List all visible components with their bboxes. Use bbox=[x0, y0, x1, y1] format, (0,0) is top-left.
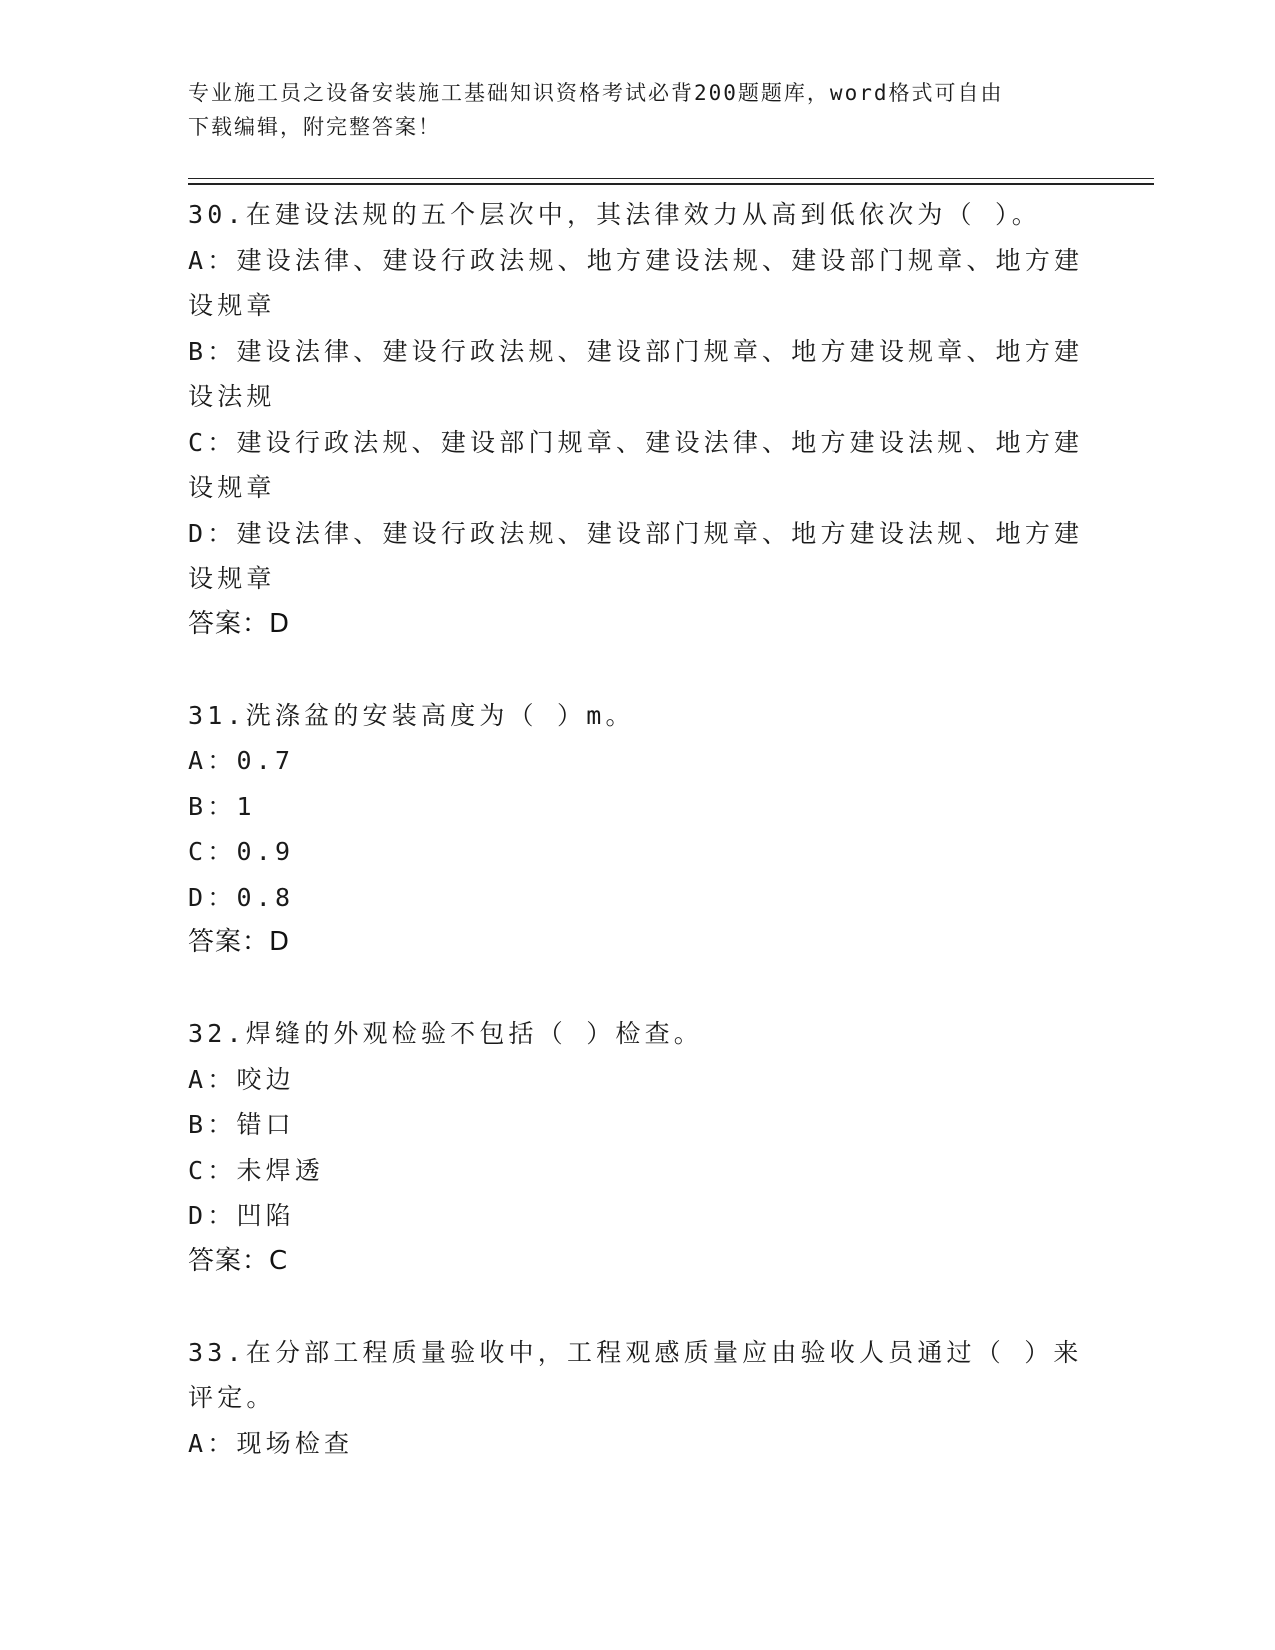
question-stem: 32.焊缝的外观检验不包括（ ）检查。 bbox=[188, 1019, 704, 1048]
question-stem: 评定。 bbox=[188, 1383, 276, 1412]
header-line-2: 下载编辑，附完整答案！ bbox=[188, 115, 441, 139]
question-stem: 31.洗涤盆的安装高度为（ ）m。 bbox=[188, 700, 635, 730]
question-spacer bbox=[188, 966, 1088, 1012]
question-stem: 30.在建设法规的五个层次中，其法律效力从高到低依次为（ ）。 bbox=[188, 200, 1041, 229]
option-line: 设规章 bbox=[188, 473, 276, 502]
header-divider-thin bbox=[188, 178, 1154, 179]
option-line: A：建设法律、建设行政法规、地方建设法规、建设部门规章、地方建 bbox=[188, 245, 1084, 275]
option-line: C：未焊透 bbox=[188, 1155, 325, 1185]
question-block bbox=[188, 693, 1088, 1012]
header-line-1: 专业施工员之设备安装施工基础知识资格考试必背200题题库，word格式可自由 bbox=[188, 81, 1004, 105]
option-line: A：0.7 bbox=[188, 746, 295, 775]
option-line: D：0.8 bbox=[188, 882, 295, 912]
option-line: B：错口 bbox=[188, 1110, 295, 1139]
option-line: 设规章 bbox=[188, 291, 276, 320]
option-line: A：现场检查 bbox=[188, 1428, 354, 1458]
option-line: D：建设法律、建设行政法规、建设部门规章、地方建设法规、地方建 bbox=[188, 518, 1084, 548]
header-divider-thick bbox=[188, 183, 1154, 185]
option-line: B：建设法律、建设行政法规、建设部门规章、地方建设规章、地方建 bbox=[188, 336, 1084, 366]
question-block bbox=[188, 1330, 1088, 1467]
question-block bbox=[188, 192, 1088, 693]
option-line: C：建设行政法规、建设部门规章、建设法律、地方建设法规、地方建 bbox=[188, 427, 1084, 457]
option-line: 设法规 bbox=[188, 382, 276, 411]
question-spacer bbox=[188, 1284, 1088, 1330]
question-block bbox=[188, 1011, 1088, 1330]
answer-label: 答案：D bbox=[188, 927, 291, 957]
option-line: D：凹陷 bbox=[188, 1201, 295, 1230]
question-stem: 33.在分部工程质量验收中，工程观感质量应由验收人员通过（ ）来 bbox=[188, 1337, 1083, 1367]
answer-label: 答案：D bbox=[188, 608, 291, 639]
option-line: A：咬边 bbox=[188, 1064, 295, 1094]
option-line: C：0.9 bbox=[188, 837, 295, 866]
answer-label: 答案：C bbox=[188, 1245, 289, 1276]
question-spacer bbox=[188, 647, 1088, 693]
document-header bbox=[188, 76, 1068, 144]
question-list bbox=[188, 192, 1088, 1466]
option-line: B：1 bbox=[188, 791, 256, 821]
option-line: 设规章 bbox=[188, 564, 276, 593]
